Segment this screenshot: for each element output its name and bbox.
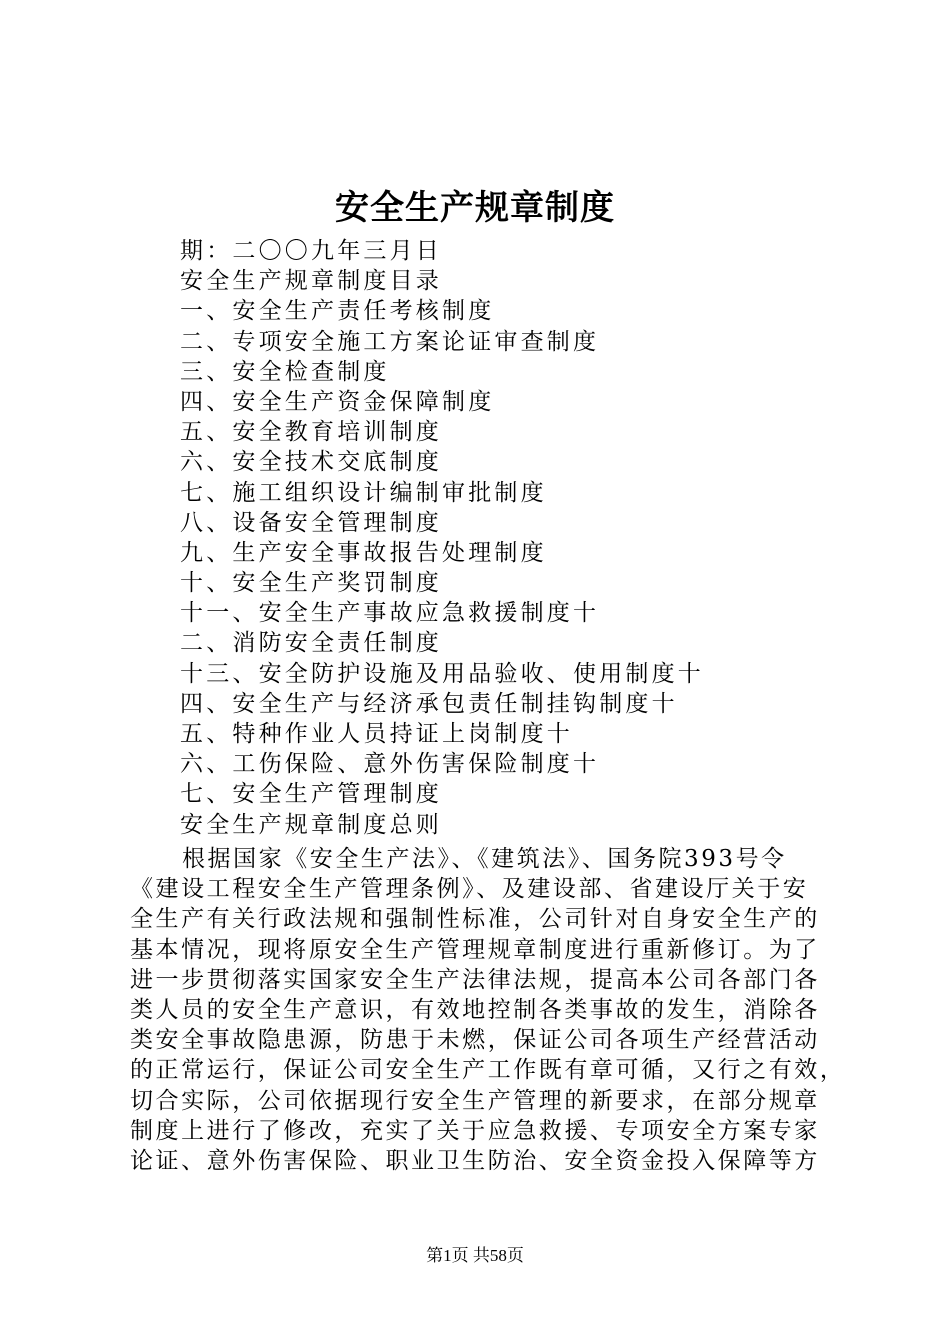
toc-line: 五、特种作业人员持证上岗制度十 bbox=[180, 721, 573, 747]
body-line: 根据国家《安全生产法》、《建筑法》、国务院393号令 bbox=[182, 846, 787, 872]
toc-line: 七、施工组织设计编制审批制度 bbox=[180, 479, 547, 506]
toc-line: 十一、安全生产事故应急救援制度十 bbox=[180, 600, 600, 627]
toc-line: 六、工伤保险、意外伤害保险制度十 bbox=[180, 751, 600, 778]
toc-line: 安全生产规章制度总则 bbox=[180, 811, 442, 838]
toc-line: 十三、安全防护设施及用品验收、使用制度十 bbox=[180, 660, 704, 687]
toc-line: 七、安全生产管理制度 bbox=[180, 781, 442, 808]
table-of-contents bbox=[180, 236, 880, 840]
toc-line: 一、安全生产责任考核制度 bbox=[180, 298, 495, 325]
toc-line: 五、安全教育培训制度 bbox=[180, 419, 442, 446]
body-line: 《建设工程安全生产管理条例》、及建设部、省建设厅关于安 bbox=[130, 876, 809, 903]
body-line: 类人员的安全生产意识，有效地控制各类事故的发生，消除各 bbox=[130, 996, 820, 1023]
toc-line: 六、安全技术交底制度 bbox=[180, 449, 442, 476]
body-line: 的正常运行，保证公司安全生产工作既有章可循，又行之有效， bbox=[130, 1057, 846, 1084]
body-line: 全生产有关行政法规和强制性标准，公司针对自身安全生产的 bbox=[130, 906, 820, 933]
body-line: 切合实际，公司依据现行安全生产管理的新要求，在部分规章 bbox=[130, 1087, 820, 1114]
body-line: 基本情况，现将原安全生产管理规章制度进行重新修订。为了 bbox=[130, 936, 820, 963]
toc-line: 四、安全生产与经济承包责任制挂钩制度十 bbox=[180, 690, 678, 717]
toc-line: 三、安全检查制度 bbox=[180, 358, 390, 385]
toc-line: 九、生产安全事故报告处理制度 bbox=[180, 539, 547, 566]
page-number-footer: 第1页 共58页 bbox=[426, 1246, 524, 1265]
body-paragraph bbox=[130, 844, 846, 1176]
toc-line: 期：二〇〇九年三月日 bbox=[180, 238, 442, 264]
body-line: 进一步贯彻落实国家安全生产法律法规，提高本公司各部门各 bbox=[130, 966, 820, 993]
body-line: 论证、意外伤害保险、职业卫生防治、安全资金投入保障等方 bbox=[130, 1147, 820, 1174]
toc-line: 八、设备安全管理制度 bbox=[180, 509, 442, 536]
document-title: 安全生产规章制度 bbox=[335, 188, 615, 228]
toc-line: 二、消防安全责任制度 bbox=[180, 630, 442, 657]
body-line: 类安全事故隐患源，防患于未燃，保证公司各项生产经营活动 bbox=[130, 1027, 820, 1054]
toc-line: 四、安全生产资金保障制度 bbox=[180, 388, 495, 415]
toc-line: 安全生产规章制度目录 bbox=[180, 268, 442, 295]
body-line: 制度上进行了修改，充实了关于应急救援、专项安全方案专家 bbox=[130, 1117, 820, 1144]
toc-line: 十、安全生产奖罚制度 bbox=[180, 570, 442, 597]
toc-line: 二、专项安全施工方案论证审查制度 bbox=[180, 328, 600, 355]
